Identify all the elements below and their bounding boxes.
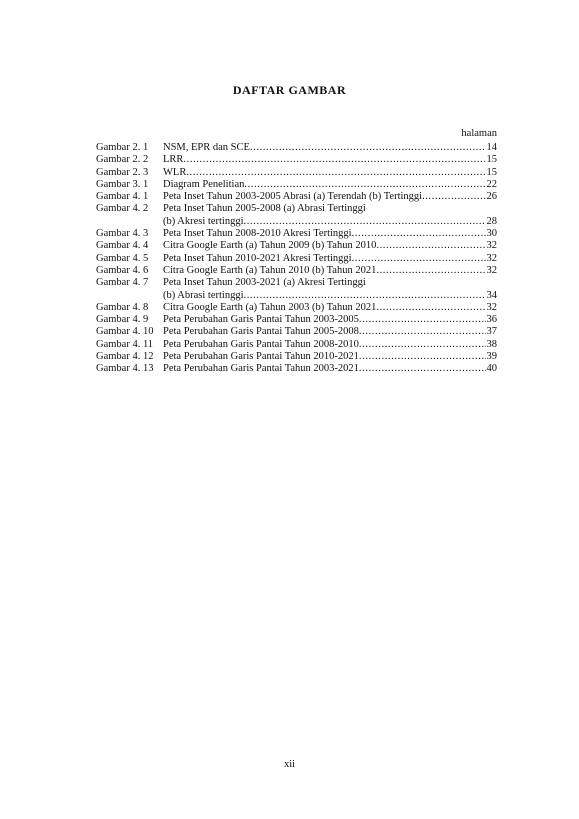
figure-page: 36 xyxy=(486,314,497,326)
list-item[interactable] xyxy=(96,167,497,179)
figure-title-continuation: (b) Abrasi tertinggi xyxy=(163,289,244,301)
dot-leader xyxy=(359,351,486,363)
figure-label: Gambar 4. 11 xyxy=(96,338,154,350)
figure-page: 37 xyxy=(486,326,497,338)
figure-label: Gambar 4. 13 xyxy=(96,363,154,375)
figure-list xyxy=(96,142,497,376)
list-item[interactable] xyxy=(96,265,497,277)
dot-leader xyxy=(186,167,485,179)
figure-label: Gambar 4. 10 xyxy=(96,326,154,338)
figure-label: Gambar 4. 12 xyxy=(96,351,154,363)
figure-label: Gambar 4. 9 xyxy=(96,314,149,326)
list-item[interactable] xyxy=(96,339,497,351)
figure-title: Peta Inset Tahun 2005-2008 (a) Abrasi Tertinggi xyxy=(163,203,366,215)
figure-label: Gambar 4. 5 xyxy=(96,252,149,264)
figure-title: Peta Perubahan Garis Pantai Tahun 2003-2021 xyxy=(163,363,359,375)
dot-leader xyxy=(376,265,485,277)
dot-leader xyxy=(183,154,485,166)
figure-page: 28 xyxy=(486,215,497,227)
list-item[interactable] xyxy=(96,228,497,240)
figure-page: 32 xyxy=(486,301,497,313)
dot-leader xyxy=(359,339,486,351)
figure-title: Diagram Penelitian xyxy=(163,178,245,190)
list-item[interactable] xyxy=(96,142,497,154)
figure-title: Peta Inset Tahun 2003-2021 (a) Akresi Tertinggi xyxy=(163,277,366,289)
list-item[interactable] xyxy=(96,277,497,289)
figure-title: Peta Perubahan Garis Pantai Tahun 2005-2008 xyxy=(163,326,359,338)
figure-title: Citra Google Earth (a) Tahun 2003 (b) Tahun 2021 xyxy=(163,301,377,313)
figure-title: Peta Inset Tahun 2008-2010 Akresi Tertinggi xyxy=(163,228,352,240)
figure-page: 32 xyxy=(486,264,497,276)
dot-leader xyxy=(376,240,485,252)
figure-page: 26 xyxy=(486,191,497,203)
figure-label: Gambar 4. 3 xyxy=(96,228,149,240)
figure-page: 39 xyxy=(486,351,497,363)
list-item[interactable] xyxy=(96,191,497,203)
list-item[interactable] xyxy=(96,253,497,265)
figure-label: Gambar 4. 1 xyxy=(96,191,149,203)
dot-leader xyxy=(359,326,486,338)
list-item-continuation[interactable] xyxy=(96,216,497,228)
figure-title: Peta Perubahan Garis Pantai Tahun 2003-2005 xyxy=(163,314,359,326)
figure-label: Gambar 4. 7 xyxy=(96,277,149,289)
list-item[interactable] xyxy=(96,154,497,166)
figure-page: 38 xyxy=(486,338,497,350)
figure-label: Gambar 2. 2 xyxy=(96,154,149,166)
figure-label: Gambar 4. 4 xyxy=(96,240,149,252)
list-item[interactable] xyxy=(96,326,497,338)
figure-page: 34 xyxy=(486,289,497,301)
figure-label: Gambar 2. 1 xyxy=(96,142,149,153)
figure-title: Peta Inset Tahun 2010-2021 Akresi Tertinggi xyxy=(163,252,352,264)
dot-leader xyxy=(359,363,486,375)
figure-page: 32 xyxy=(486,240,497,252)
dot-leader xyxy=(352,228,486,240)
page-column-header: halaman xyxy=(461,128,497,139)
figure-title: Citra Google Earth (a) Tahun 2009 (b) Tahun 2010 xyxy=(163,240,377,252)
dot-leader xyxy=(243,216,485,228)
figure-title: Citra Google Earth (a) Tahun 2010 (b) Tahun 2021 xyxy=(163,264,377,276)
figure-title: LRR xyxy=(163,154,184,166)
list-item[interactable] xyxy=(96,314,497,326)
dot-leader xyxy=(243,290,485,302)
figure-label: Gambar 2. 3 xyxy=(96,166,149,178)
dot-leader xyxy=(359,314,486,326)
figure-label: Gambar 4. 2 xyxy=(96,203,149,215)
list-item[interactable] xyxy=(96,363,497,375)
figure-title: Peta Perubahan Garis Pantai Tahun 2010-2021 xyxy=(163,351,359,363)
figure-page: 15 xyxy=(486,166,497,178)
figure-page: 40 xyxy=(486,363,497,375)
figure-label: Gambar 4. 6 xyxy=(96,264,149,276)
figure-label: Gambar 4. 8 xyxy=(96,301,149,313)
list-item[interactable] xyxy=(96,179,497,191)
dot-leader xyxy=(422,191,485,203)
dot-leader xyxy=(250,142,486,154)
list-item[interactable] xyxy=(96,351,497,363)
figure-title: Peta Inset Tahun 2003-2005 Abrasi (a) Terendah (b) Tertinggi xyxy=(163,191,423,203)
list-item[interactable] xyxy=(96,203,497,215)
list-item[interactable] xyxy=(96,240,497,252)
figure-label: Gambar 3. 1 xyxy=(96,178,149,190)
figure-title: WLR xyxy=(163,166,187,178)
dot-leader xyxy=(352,253,486,265)
figure-page: 32 xyxy=(486,252,497,264)
dot-leader xyxy=(244,179,485,191)
figure-page: 30 xyxy=(486,228,497,240)
page-number: xii xyxy=(283,759,296,770)
figure-page: 15 xyxy=(486,154,497,166)
list-item-continuation[interactable] xyxy=(96,290,497,302)
figure-page: 22 xyxy=(486,178,497,190)
dot-leader xyxy=(376,302,485,314)
page-title: DAFTAR GAMBAR xyxy=(232,83,347,97)
figure-title: NSM, EPR dan SCE xyxy=(163,142,250,153)
figure-title: Peta Perubahan Garis Pantai Tahun 2008-2010 xyxy=(163,338,359,350)
list-item[interactable] xyxy=(96,302,497,314)
figure-page: 14 xyxy=(486,142,497,153)
figure-title-continuation: (b) Akresi tertinggi xyxy=(163,215,244,227)
